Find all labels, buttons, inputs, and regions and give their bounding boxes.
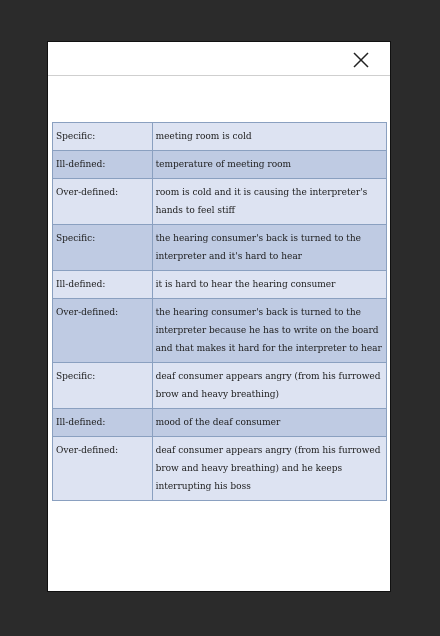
row-value: deaf consumer appears angry (from his furrowed brow and heavy breathing) and he keeps interrupting his boss xyxy=(152,437,386,501)
page-content xyxy=(52,122,387,501)
row-value: it is hard to hear the hearing consumer xyxy=(152,271,386,299)
table-row xyxy=(53,363,387,409)
row-label: Specific: xyxy=(53,225,153,271)
row-label: Ill-defined: xyxy=(53,151,153,179)
table-row xyxy=(53,271,387,299)
definitions-table xyxy=(52,122,387,501)
reader-screen xyxy=(47,41,391,592)
row-label: Over-defined: xyxy=(53,299,153,363)
table-row xyxy=(53,225,387,271)
row-label: Specific: xyxy=(53,123,153,151)
table-row xyxy=(53,299,387,363)
row-value: deaf consumer appears angry (from his furrowed brow and heavy breathing) xyxy=(152,363,386,409)
close-icon xyxy=(352,51,370,69)
close-button[interactable] xyxy=(352,51,370,69)
table-row xyxy=(53,151,387,179)
row-value: temperature of meeting room xyxy=(152,151,386,179)
reader-toolbar xyxy=(48,42,390,76)
row-value: the hearing consumer's back is turned to the interpreter because he has to write on the board and that makes it hard for the interpreter to hear xyxy=(152,299,386,363)
table-row xyxy=(53,123,387,151)
row-value: the hearing consumer's back is turned to the interpreter and it's hard to hear xyxy=(152,225,386,271)
row-value: room is cold and it is causing the interpreter's hands to feel stiff xyxy=(152,179,386,225)
row-label: Over-defined: xyxy=(53,179,153,225)
row-value: meeting room is cold xyxy=(152,123,386,151)
row-label: Specific: xyxy=(53,363,153,409)
table-row xyxy=(53,179,387,225)
row-label: Over-defined: xyxy=(53,437,153,501)
table-row xyxy=(53,437,387,501)
table-row xyxy=(53,409,387,437)
row-value: mood of the deaf consumer xyxy=(152,409,386,437)
row-label: Ill-defined: xyxy=(53,271,153,299)
row-label: Ill-defined: xyxy=(53,409,153,437)
